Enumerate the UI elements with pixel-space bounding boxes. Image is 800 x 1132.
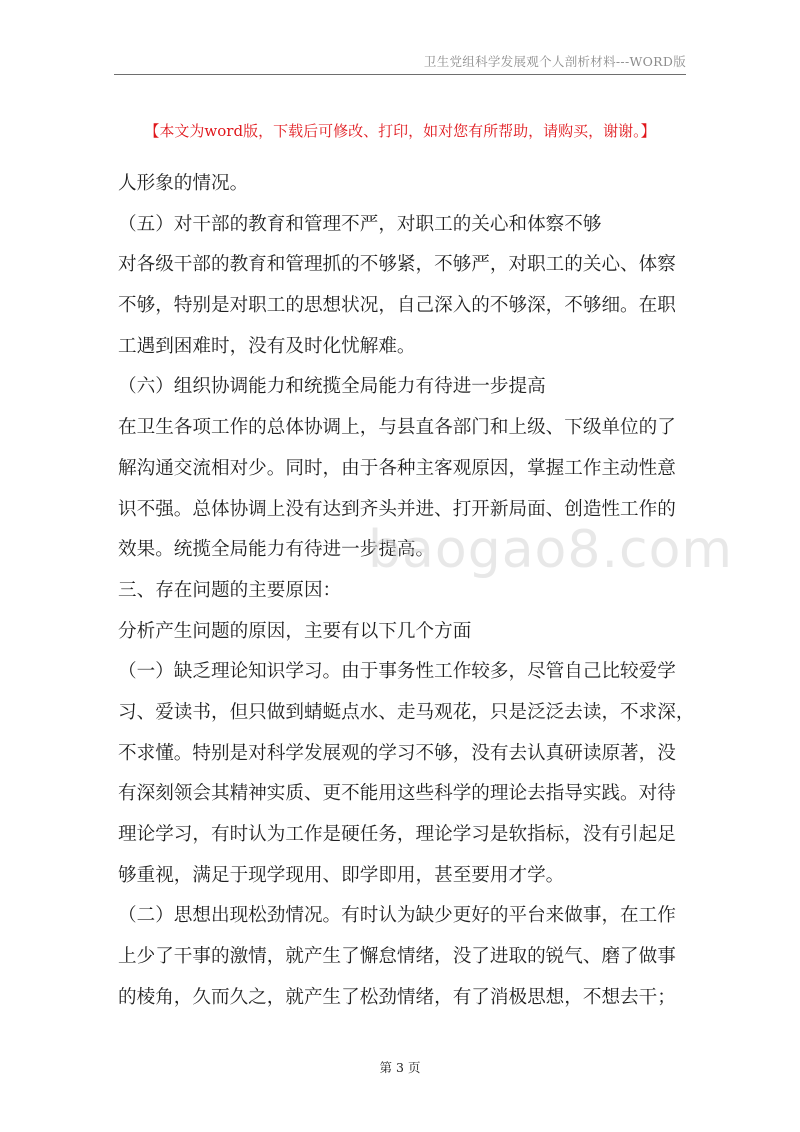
body-line: 分析产生问题的原因，主要有以下几个方面 [118,620,472,642]
page-header: 卫生党组科学发展观个人剖析材料---WORD版 [423,54,686,69]
body-line: 对各级干部的教育和管理抓的不够紧，不够严，对职工的关心、体察 [118,254,676,276]
body-line: 不求懂。特别是对科学发展观的学习不够，没有去认真研读原著，没 [118,742,676,764]
watermark: baogao8.com [368,520,734,580]
section-heading: 三、存在问题的主要原因： [118,579,342,601]
body-line: 识不强。总体协调上没有达到齐头并进、打开新局面、创造性工作的 [118,498,676,520]
body-line: 够重视，满足于现学现用、即学即用，甚至要用才学。 [118,864,565,886]
body-line: 的棱角，久而久之，就产生了松劲情绪，有了消极思想，不想去干； [118,986,676,1008]
body-line: 上少了干事的激情，就产生了懈怠情绪，没了进取的锐气、磨了做事 [118,946,676,968]
download-notice: 【本文为word版，下载后可修改、打印，如对您有所帮助，请购买，谢谢。】 [144,122,656,140]
body-line: 有深刻领会其精神实质、更不能用这些科学的理论去指导实践。对待 [118,783,676,805]
document-body [118,164,695,1018]
body-line: 在卫生各项工作的总体协调上，与县直各部门和上级、下级单位的了 [118,417,676,439]
body-line: （二）思想出现松劲情况。有时认为缺少更好的平台来做事，在工作 [118,905,676,927]
body-line: （一）缺乏理论知识学习。由于事务性工作较多，尽管自己比较爱学 [118,661,676,683]
body-line: 习、爱读书，但只做到蜻蜓点水、走马观花，只是泛泛去读，不求深， [118,701,695,723]
header-divider [114,74,686,75]
body-line: 人形象的情况。 [118,173,249,194]
body-line: 效果。统揽全局能力有待进一步提高。 [118,539,435,561]
page-number: 第 3 页 [379,1060,421,1075]
body-line: 工遇到困难时，没有及时化忧解难。 [118,335,416,357]
body-line: 解沟通交流相对少。同时，由于各种主客观原因，掌握工作主动性意 [118,457,676,479]
body-line: 理论学习，有时认为工作是硬任务，理论学习是软指标，没有引起足 [118,824,676,845]
body-line: 不够，特别是对职工的思想状况，自己深入的不够深，不够细。在职 [118,295,676,317]
section-heading: （六）组织协调能力和统揽全局能力有待进一步提高 [118,376,546,398]
section-heading: （五）对干部的教育和管理不严，对职工的关心和体察不够 [118,213,602,235]
